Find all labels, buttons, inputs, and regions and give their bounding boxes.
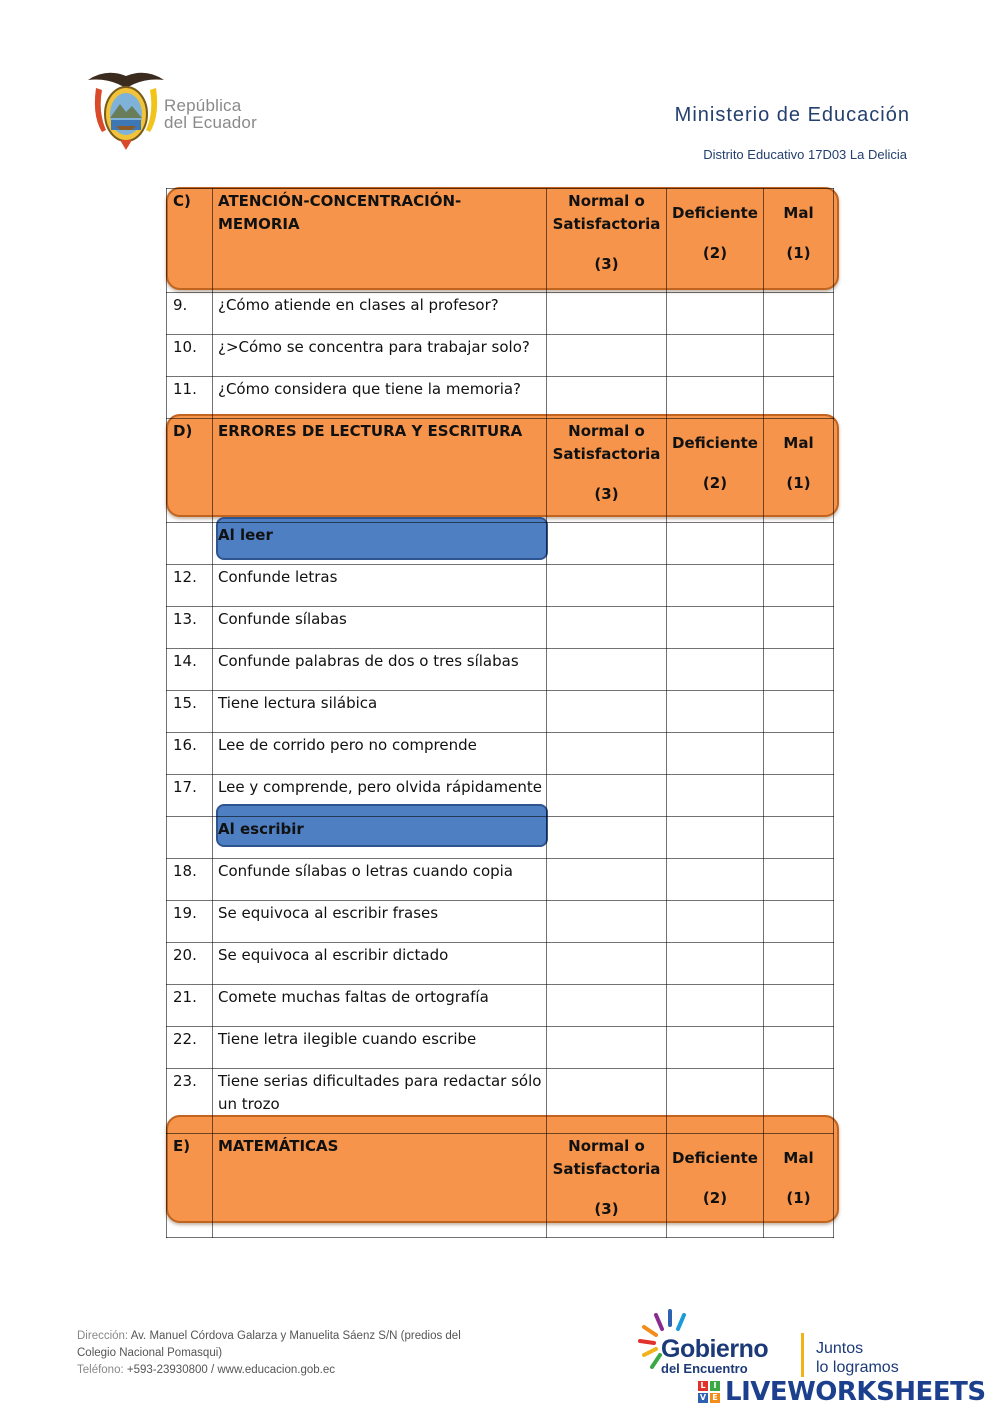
answer-cell-normal[interactable] [547, 649, 667, 691]
answer-cell-mal[interactable] [764, 293, 834, 335]
item-number: 13. [167, 607, 213, 649]
item-text: Se equivoca al escribir frases [213, 901, 547, 943]
answer-cell-deficiente[interactable] [667, 943, 764, 985]
district-label: Distrito Educativo 17D03 La Delicia [703, 147, 907, 162]
answer-cell-deficiente[interactable] [667, 293, 764, 335]
item-number: 16. [167, 733, 213, 775]
item-number: 14. [167, 649, 213, 691]
table-row [167, 565, 834, 607]
col-normal-header [547, 1134, 667, 1238]
evaluation-table [166, 188, 833, 1238]
country-line-1: República [164, 96, 242, 115]
answer-cell-mal[interactable] [764, 565, 834, 607]
answer-cell-deficiente[interactable] [667, 607, 764, 649]
item-text: ¿Cómo atiende en clases al profesor? [213, 293, 547, 335]
table-row [167, 859, 834, 901]
deficiente-score: (2) [702, 244, 728, 262]
answer-cell-normal[interactable] [547, 859, 667, 901]
item-text: Confunde letras [213, 565, 547, 607]
answer-cell-mal[interactable] [764, 901, 834, 943]
deficiente-score: (2) [702, 1189, 728, 1207]
item-number: 10. [167, 335, 213, 377]
answer-cell-mal[interactable] [764, 1027, 834, 1069]
liveworksheets-text: LIVEWORKSHEETS [725, 1377, 986, 1407]
col-deficiente-header [667, 419, 764, 523]
answer-cell-mal[interactable] [764, 1069, 834, 1134]
section-e-header [167, 1134, 834, 1238]
answer-cell-mal[interactable] [764, 691, 834, 733]
col-deficiente-header [667, 1134, 764, 1238]
answer-cell-deficiente[interactable] [667, 377, 764, 419]
col-mal-header [764, 1134, 834, 1238]
item-text: ¿Cómo considera que tiene la memoria? [213, 377, 547, 419]
table-row [167, 649, 834, 691]
empty-number-cell [167, 817, 213, 859]
answer-cell-deficiente[interactable] [667, 1027, 764, 1069]
item-text: Confunde sílabas [213, 607, 547, 649]
deficiente-label: Deficiente [672, 434, 758, 452]
col-normal-header [547, 189, 667, 293]
item-number: 20. [167, 943, 213, 985]
answer-cell-normal[interactable] [547, 943, 667, 985]
item-number: 17. [167, 775, 213, 817]
live-badge-l: L [698, 1381, 708, 1391]
answer-cell-normal[interactable] [547, 691, 667, 733]
answer-cell-normal[interactable] [547, 1069, 667, 1134]
answer-cell-deficiente[interactable] [667, 901, 764, 943]
gobierno-subtitle: del Encuentro [661, 1361, 748, 1376]
subsection-write-label: Al escribir [213, 817, 547, 859]
col-mal-header [764, 419, 834, 523]
answer-cell-deficiente[interactable] [667, 335, 764, 377]
mal-score: (1) [786, 244, 811, 262]
normal-line-2: Satisfactoria [552, 1160, 661, 1178]
table-row [167, 335, 834, 377]
answer-cell-normal[interactable] [547, 565, 667, 607]
answer-cell-mal[interactable] [764, 733, 834, 775]
table-row [167, 1027, 834, 1069]
item-text: Se equivoca al escribir dictado [213, 943, 547, 985]
item-text: Tiene serias dificultades para redactar sólo un trozo [213, 1069, 547, 1134]
deficiente-score: (2) [702, 474, 728, 492]
answer-cell-deficiente[interactable] [667, 859, 764, 901]
ecuador-coat-of-arms-icon [86, 66, 166, 152]
answer-cell-deficiente[interactable] [667, 649, 764, 691]
item-number: 18. [167, 859, 213, 901]
answer-cell-mal[interactable] [764, 649, 834, 691]
table-row [167, 1069, 834, 1134]
subsection-row-write [167, 817, 834, 859]
answer-cell-deficiente[interactable] [667, 1069, 764, 1134]
subsection-read-label: Al leer [213, 523, 547, 565]
mal-label: Mal [783, 434, 814, 452]
answer-cell-mal[interactable] [764, 335, 834, 377]
mal-score: (1) [786, 474, 811, 492]
table-row [167, 691, 834, 733]
section-d-title: ERRORES DE LECTURA Y ESCRITURA [213, 419, 547, 523]
col-deficiente-header [667, 189, 764, 293]
address-label: Dirección: [77, 1330, 129, 1342]
subsection-row-read [167, 523, 834, 565]
gobierno-motto [816, 1339, 899, 1377]
item-text: ¿>Cómo se concentra para trabajar solo? [213, 335, 547, 377]
answer-cell-mal [764, 817, 834, 859]
col-mal-header [764, 189, 834, 293]
normal-score: (3) [594, 485, 619, 503]
answer-cell-deficiente[interactable] [667, 565, 764, 607]
item-number: 11. [167, 377, 213, 419]
answer-cell-normal [547, 817, 667, 859]
section-e-letter: E) [167, 1134, 213, 1238]
answer-cell-deficiente[interactable] [667, 733, 764, 775]
deficiente-label: Deficiente [672, 204, 758, 222]
item-number: 12. [167, 565, 213, 607]
empty-number-cell [167, 523, 213, 565]
answer-cell-normal[interactable] [547, 733, 667, 775]
normal-line-1: Normal o [568, 422, 645, 440]
table-row [167, 775, 834, 817]
phone-text: +593-23930800 / www.educacion.gob.ec [126, 1364, 336, 1376]
item-number: 19. [167, 901, 213, 943]
answer-cell-normal[interactable] [547, 901, 667, 943]
answer-cell-mal[interactable] [764, 943, 834, 985]
answer-cell-deficiente [667, 523, 764, 565]
answer-cell-normal[interactable] [547, 985, 667, 1027]
live-badge-i: I [710, 1381, 720, 1391]
answer-cell-mal[interactable] [764, 775, 834, 817]
item-text: Confunde sílabas o letras cuando copia [213, 859, 547, 901]
section-e-title: MATEMÁTICAS [213, 1134, 547, 1238]
normal-line-2: Satisfactoria [552, 215, 661, 233]
answer-cell-deficiente[interactable] [667, 985, 764, 1027]
section-d-letter: D) [167, 419, 213, 523]
motto-line-1: Juntos [816, 1340, 864, 1357]
answer-cell-deficiente[interactable] [667, 775, 764, 817]
answer-cell-normal[interactable] [547, 607, 667, 649]
table-row [167, 901, 834, 943]
section-d-header [167, 419, 834, 523]
address-text: Av. Manuel Córdova Galarza y Manuelita Sáenz S/N (predios del Colegio Nacional Pomasqui) [77, 1330, 461, 1359]
answer-cell-normal[interactable] [547, 775, 667, 817]
table-row [167, 293, 834, 335]
phone-label: Teléfono: [77, 1364, 124, 1376]
item-text: Comete muchas faltas de ortografía [213, 985, 547, 1027]
mal-score: (1) [786, 1189, 811, 1207]
country-line-2: del Ecuador [164, 113, 257, 132]
answer-cell-normal[interactable] [547, 335, 667, 377]
country-name [164, 97, 257, 131]
deficiente-label: Deficiente [672, 1149, 758, 1167]
normal-line-2: Satisfactoria [552, 445, 661, 463]
item-text: Lee de corrido pero no comprende [213, 733, 547, 775]
normal-score: (3) [594, 255, 619, 273]
answer-cell-normal [547, 523, 667, 565]
normal-score: (3) [594, 1200, 619, 1218]
answer-cell-normal[interactable] [547, 1027, 667, 1069]
answer-cell-mal [764, 523, 834, 565]
answer-cell-normal[interactable] [547, 293, 667, 335]
footer-address [77, 1328, 497, 1379]
item-number: 22. [167, 1027, 213, 1069]
normal-line-1: Normal o [568, 192, 645, 210]
answer-cell-deficiente [667, 817, 764, 859]
table-row [167, 985, 834, 1027]
table-row [167, 607, 834, 649]
mal-label: Mal [783, 1149, 814, 1167]
live-badge-e: E [710, 1393, 720, 1403]
section-c-header [167, 189, 834, 293]
item-number: 9. [167, 293, 213, 335]
item-text: Confunde palabras de dos o tres sílabas [213, 649, 547, 691]
item-number: 15. [167, 691, 213, 733]
answer-cell-mal[interactable] [764, 859, 834, 901]
answer-cell-mal[interactable] [764, 607, 834, 649]
section-c-letter: C) [167, 189, 213, 293]
answer-cell-mal[interactable] [764, 377, 834, 419]
item-text: Lee y comprende, pero olvida rápidamente [213, 775, 547, 817]
gobierno-title: Gobierno [661, 1335, 769, 1363]
mal-label: Mal [783, 204, 814, 222]
item-text: Tiene lectura silábica [213, 691, 547, 733]
col-normal-header [547, 419, 667, 523]
answer-cell-mal[interactable] [764, 985, 834, 1027]
item-number: 21. [167, 985, 213, 1027]
table-row [167, 733, 834, 775]
motto-line-2: lo logramos [816, 1359, 899, 1376]
item-text: Tiene letra ilegible cuando escribe [213, 1027, 547, 1069]
item-number: 23. [167, 1069, 213, 1134]
table-row [167, 943, 834, 985]
gobierno-divider [801, 1333, 804, 1377]
answer-cell-normal[interactable] [547, 377, 667, 419]
normal-line-1: Normal o [568, 1137, 645, 1155]
table-row [167, 377, 834, 419]
live-badge-v: V [699, 1393, 707, 1402]
answer-cell-deficiente[interactable] [667, 691, 764, 733]
ministry-title: Ministerio de Educación [674, 104, 910, 126]
section-c-title: ATENCIÓN-CONCENTRACIÓN-MEMORIA [213, 189, 547, 293]
